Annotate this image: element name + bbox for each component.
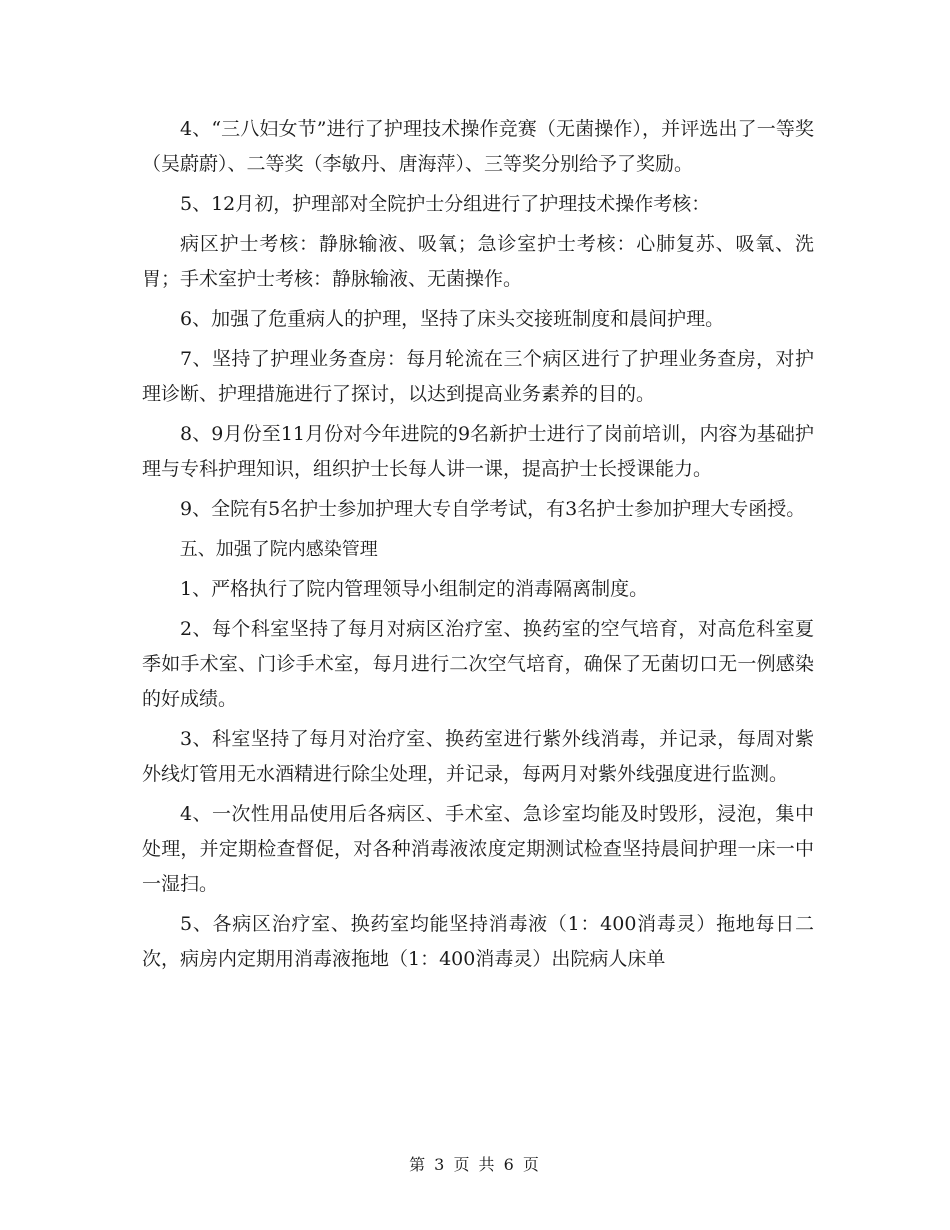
page-number-footer: 第 3 页 共 6 页 <box>409 1155 541 1174</box>
paragraph-item-4-competition: 4、“三八妇女节”进行了护理技术操作竞赛（无菌操作），并评选出了一等奖（吴蔚蔚）、二等奖（李敏丹、唐海萍）、三等奖分别给予了奖励。 <box>142 118 814 175</box>
paragraph-infection-item-5: 5、各病区治疗室、换药室均能坚持消毒液（1：400消毒灵）拖地每日二次，病房内定期用消毒液拖地（1：400消毒灵）出院病人床单 <box>142 913 814 970</box>
paragraph-infection-item-4: 4、一次性用品使用后各病区、手术室、急诊室均能及时毁形，浸泡，集中处理，并定期检查督促，对各种消毒液浓度定期测试检查坚持晨间护理一床一中一湿扫。 <box>142 803 814 895</box>
section-heading-infection-control: 五、加强了院内感染管理 <box>179 539 378 560</box>
paragraph-item-8-training: 8、9月份至11月份对今年进院的9名新护士进行了岗前培训，内容为基础护理与专科护理知识，组织护士长每人讲一课，提高护士长授课能力。 <box>142 423 814 480</box>
paragraph-item-6-critical-care: 6、加强了危重病人的护理，坚持了床头交接班制度和晨间护理。 <box>180 308 725 330</box>
paragraph-assessment-details: 病区护士考核：静脉输液、吸氧；急诊室护士考核：心肺复苏、吸氧、洗胃；手术室护士考核：静脉输液、无菌操作。 <box>142 233 814 290</box>
paragraph-infection-item-1: 1、严格执行了院内管理领导小组制定的消毒隔离制度。 <box>180 578 649 600</box>
document-body <box>142 112 814 977</box>
paragraph-item-7-ward-rounds: 7、坚持了护理业务查房：每月轮流在三个病区进行了护理业务查房，对护理诊断、护理措施进行了探讨，以达到提高业务素养的目的。 <box>142 348 814 405</box>
paragraph-infection-item-3: 3、科室坚持了每月对治疗室、换药室进行紫外线消毒，并记录，每周对紫外线灯管用无水酒精进行除尘处理，并记录，每两月对紫外线强度进行监测。 <box>142 728 814 785</box>
paragraph-infection-item-2: 2、每个科室坚持了每月对病区治疗室、换药室的空气培育，对高危科室夏季如手术室、门诊手术室，每月进行二次空气培育，确保了无菌切口无一例感染的好成绩。 <box>142 618 814 710</box>
paragraph-item-5-assessment: 5、12月初，护理部对全院护士分组进行了护理技术操作考核： <box>180 193 711 215</box>
paragraph-item-9-education: 9、全院有5名护士参加护理大专自学考试，有3名护士参加护理大专函授。 <box>180 498 806 520</box>
